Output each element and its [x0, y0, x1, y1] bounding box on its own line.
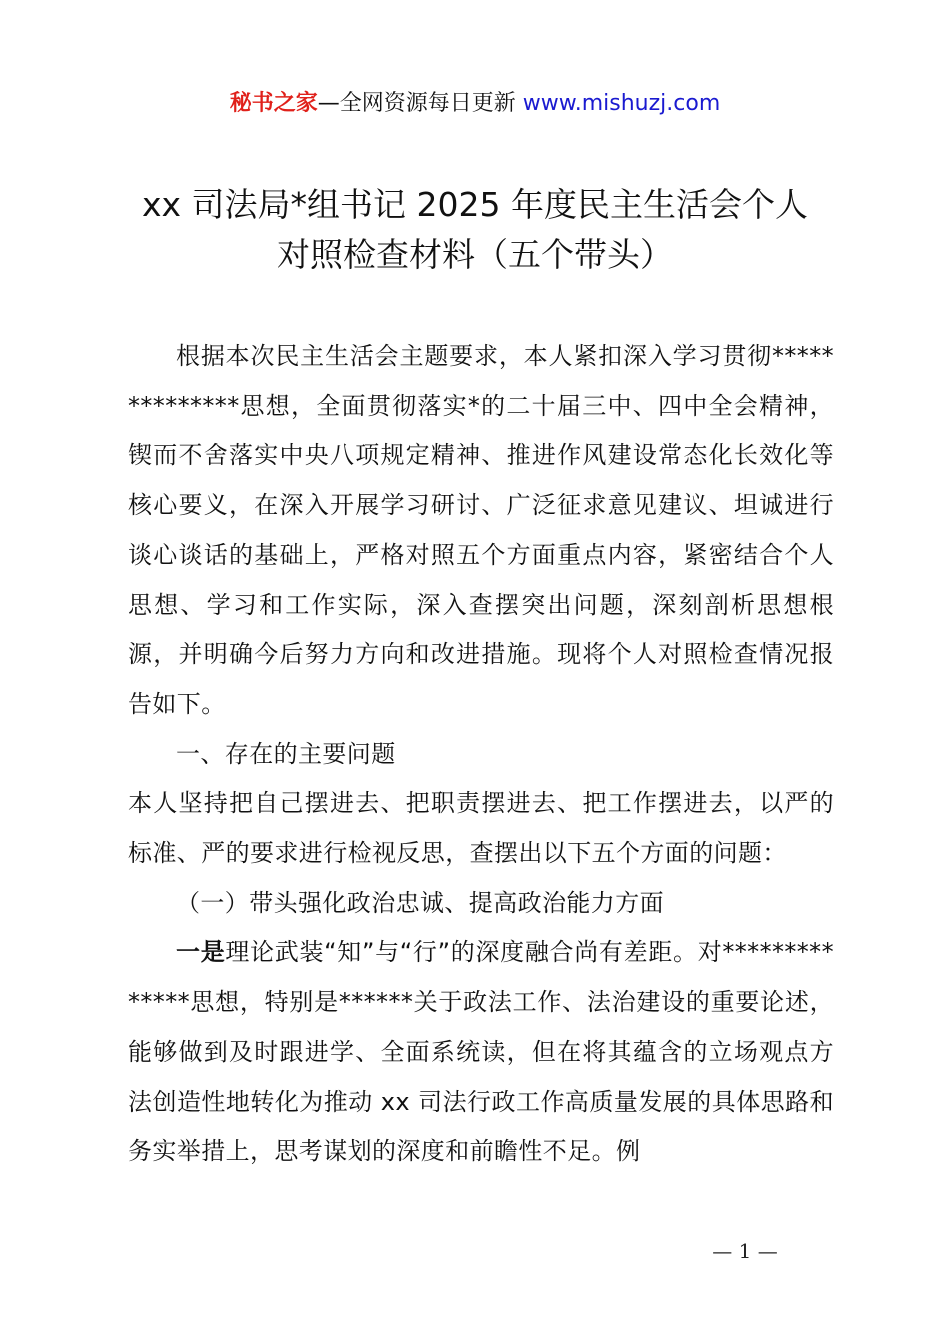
site-url-link[interactable]: www.mishuzj.com [522, 91, 721, 116]
brand-name: 秘书之家 [229, 91, 318, 116]
point-lead: 一是 [176, 938, 226, 967]
site-banner [0, 86, 950, 122]
section-heading: 一、存在的主要问题 [176, 739, 396, 768]
section-intro-paragraph: 本人坚持把自己摆进去、把职责摆进去、把工作摆进去，以严的标准、严的要求进行检视反思，查摆出以下五个方面的问题： [128, 789, 834, 868]
intro-paragraph: 根据本次民主生活会主题要求，本人紧扣深入学习贯彻**************思想，全面贯彻落实*的二十届三中、四中全会精神，锲而不舍落实中央八项规定精神、推进作风建设常态化长效化等核心要义，在深入开展学习研讨、广泛征求意见建议、坦诚进行谈心谈话的基础上，严格对照五个方面重点内容，紧密结合个人思想、学习和工作实际，深入查摆突出问题，深刻剖析思想根源，并明确今后努力方向和改进措施。现将个人对照检查情况报告如下。 [128, 342, 834, 718]
document-body [128, 332, 834, 1177]
banner-tagline: —全网资源每日更新 [317, 91, 516, 116]
page-number: — 1 — [712, 1239, 778, 1263]
subsection-heading: （一）带头强化政治忠诚、提高政治能力方面 [176, 888, 664, 917]
title-line-2: 对照检查材料（五个带头） [277, 235, 673, 274]
point-text: 理论武装“知”与“行”的深度融合尚有差距。对**************思想，特别是******关于政法工作、法治建设的重要论述，能够做到及时跟进学、全面系统读，但在将其蕴含的立场观点方法创造性地转化为推动 xx 司法行政工作高质量发展的具体思路和务实举措上，思考谋划的深度和前瞻性不足。例 [128, 938, 834, 1166]
point-paragraph [128, 928, 834, 1177]
title-line-1: xx 司法局*组书记 2025 年度民主生活会个人 [141, 185, 808, 224]
document-title [0, 180, 950, 280]
